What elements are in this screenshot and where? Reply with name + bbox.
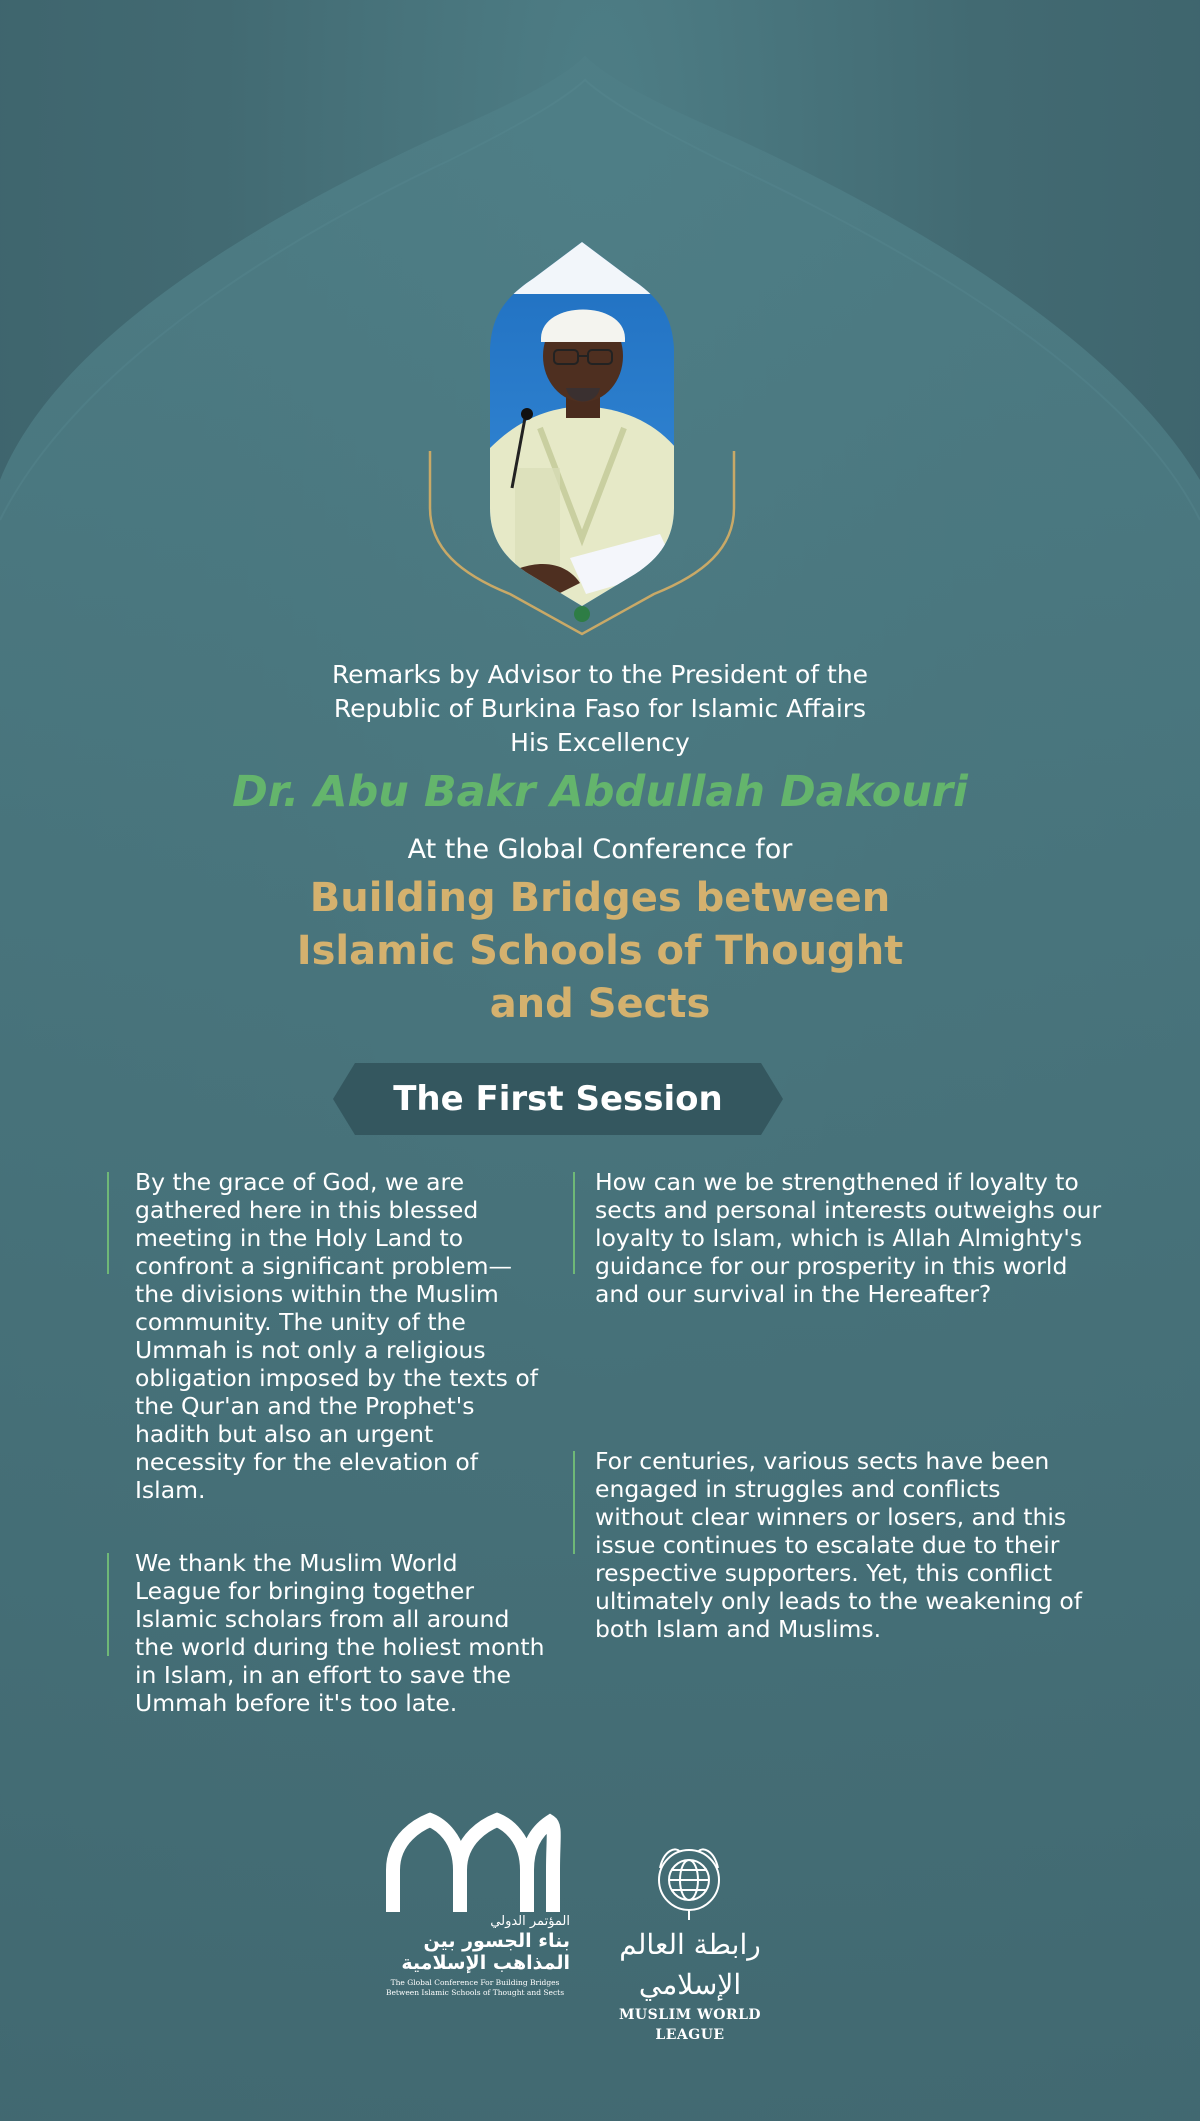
conference-logo-arabic-2: بناء الجسور بين <box>423 1930 570 1952</box>
paragraph-right-1: How can we be strengthened if loyalty to sects and personal interests outweighs our loyalty to Islam, which is Allah Almighty's guidance for our prosperity in this world and our survival in the Hereafter? <box>595 1168 1102 1308</box>
accent-bar-left-1 <box>107 1172 109 1274</box>
intro-line-1: Remarks by Advisor to the President of the <box>331 660 869 689</box>
paragraph-right-2: For centuries, various sects have been engaged in struggles and conflicts without clear winners or losers, and this issue continues to escalate due to their respective supporters. Yet, this conflict ultimately only leads to the weakening of both Islam and Muslims. <box>595 1447 1082 1643</box>
session-title: The First Session <box>393 1079 723 1119</box>
conference-logo-english-2: Between Islamic Schools of Thought and Sects <box>385 1988 565 1997</box>
speaker-portrait <box>420 238 744 638</box>
mwl-logo <box>585 1925 795 2045</box>
accent-bar-left-2 <box>107 1553 109 1656</box>
mwl-logo-english: MUSLIM WORLD LEAGUE <box>618 2007 762 2043</box>
accent-bar-right-2 <box>573 1451 575 1554</box>
paragraph-left-1: By the grace of God, we are gathered here in this blessed meeting in the Holy Land to confront a significant problem—the divisions within the Muslim community. The unity of the Ummah is not only a religious obligation imposed by the texts of the Qur'an and the Prophet's hadith but also an urgent necessity for the elevation of Islam. <box>135 1168 539 1504</box>
intro-block <box>100 658 1100 760</box>
paragraph-left-2: We thank the Muslim World League for bringing together Islamic scholars from all around the world during the holiest month in Islam, in an effort to save the Ummah before it's too late. <box>135 1549 545 1717</box>
speaker-name: Dr. Abu Bakr Abdullah Dakouri <box>232 767 968 817</box>
conference-title-line-1: Building Bridges between <box>309 875 891 921</box>
intro-line-3: His Excellency <box>510 728 690 757</box>
conference-title-line-3: and Sects <box>489 981 711 1027</box>
conference-lead: At the Global Conference for <box>407 834 793 865</box>
intro-line-2: Republic of Burkina Faso for Islamic Affairs <box>333 694 867 723</box>
conference-title-line-2: Islamic Schools of Thought <box>296 928 904 974</box>
conference-logo-arabic-3: المذاهب الإسلامية <box>401 1952 570 1974</box>
accent-bar-right-1 <box>573 1172 575 1274</box>
mwl-logo-arabic: رابطة العالم الإسلامي <box>619 1928 761 2001</box>
conference-title <box>150 872 1050 1031</box>
conference-logo-arabic-1: المؤتمر الدولي <box>490 1914 570 1929</box>
conference-logo <box>380 1914 570 1998</box>
conference-logo-english-1: The Global Conference For Building Bridges <box>390 1978 560 1987</box>
